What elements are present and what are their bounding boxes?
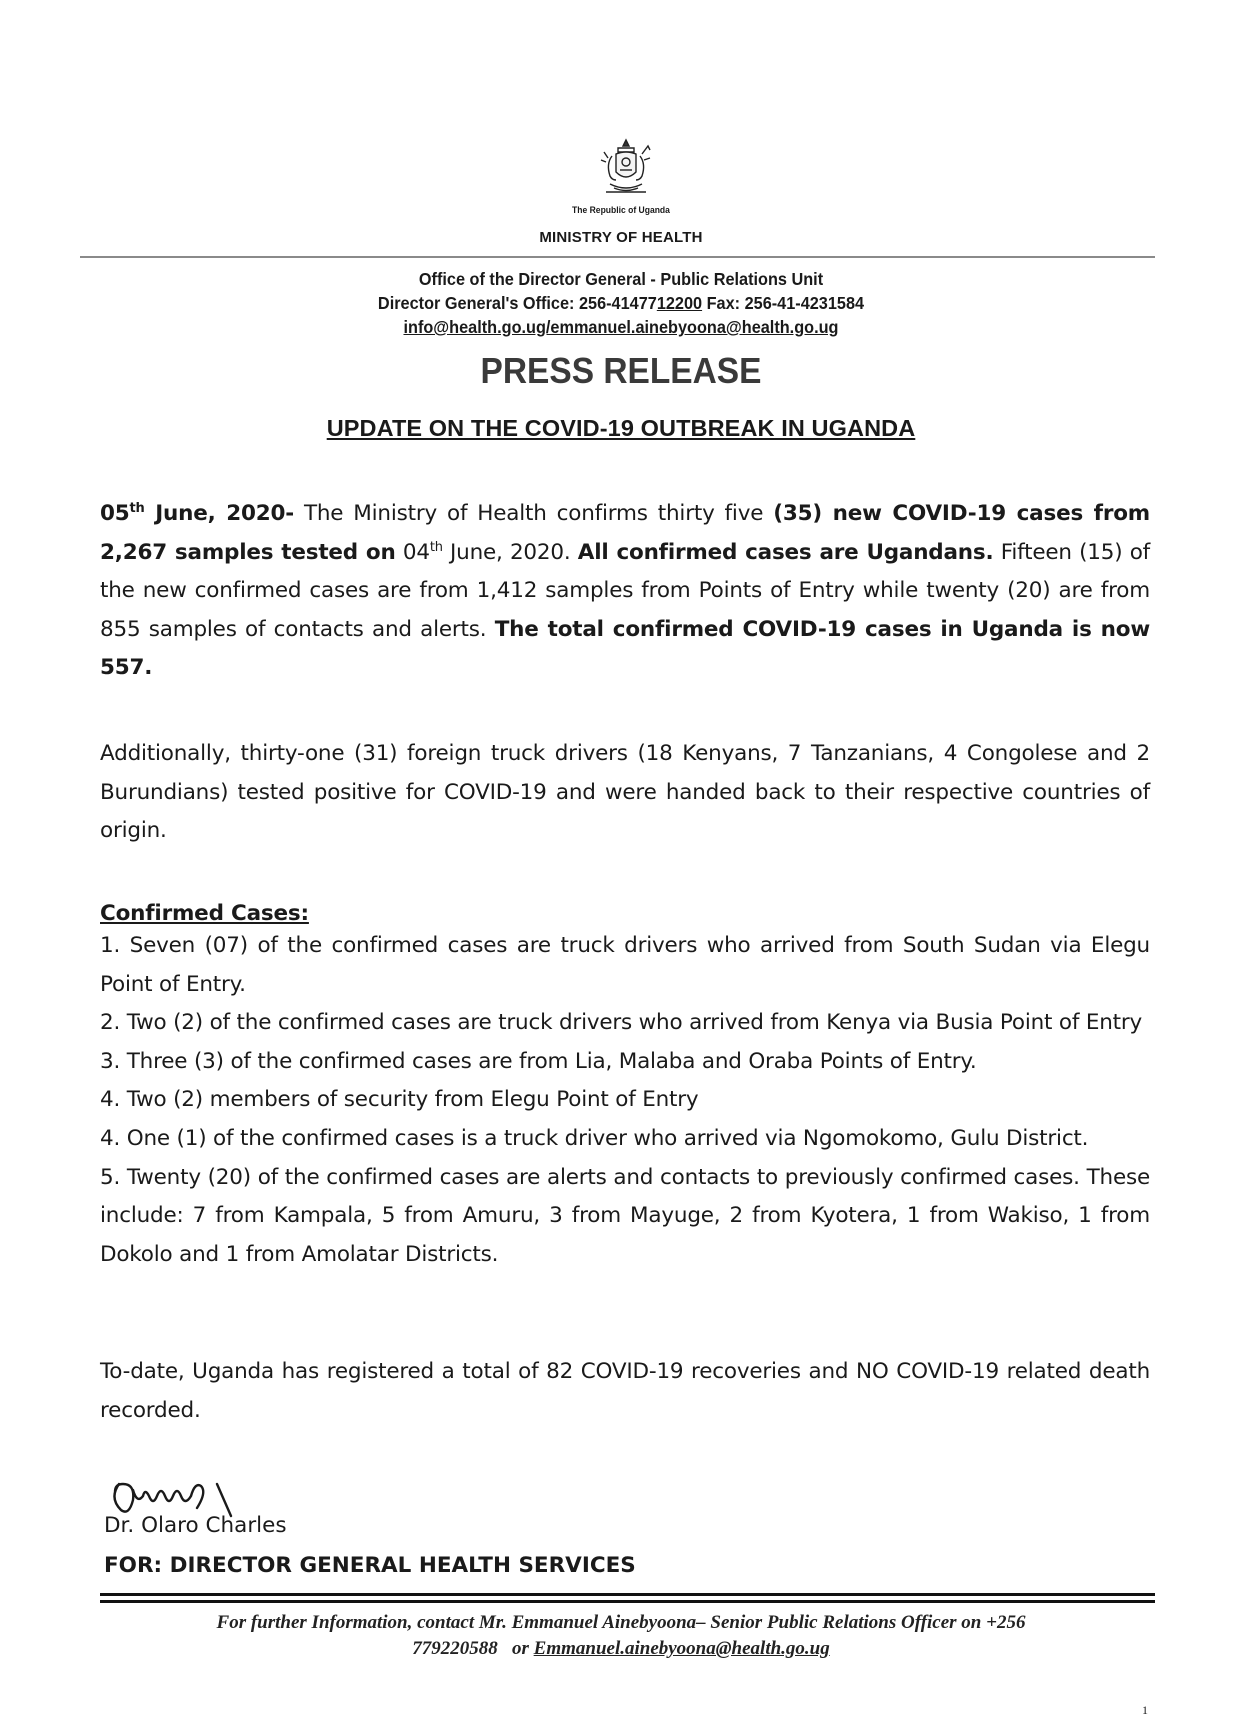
list-item: 3. Three (3) of the confirmed cases are from Lia, Malaba and Oraba Points of Entry.: [100, 1048, 977, 1074]
signer-title: FOR: DIRECTOR GENERAL HEALTH SERVICES: [104, 1553, 636, 1578]
signer-name: Dr. Olaro Charles: [104, 1513, 287, 1538]
date-rest: June, 2020-: [144, 501, 294, 526]
confirmed-cases-list: [100, 927, 1150, 1274]
fax-number: Fax: 256-41-4231584: [702, 293, 865, 313]
press-release-title: PRESS RELEASE: [480, 350, 762, 391]
text-run: 04: [395, 539, 430, 565]
uganda-coat-of-arms-icon: [598, 136, 654, 198]
republic-label: The Republic of Uganda: [572, 205, 670, 215]
text-run: The Ministry of Health confirms thirty five: [293, 501, 774, 526]
footer-contact: [0, 1610, 1242, 1662]
paragraph-truck-drivers: Additionally, thirty-one (31) foreign truck drivers (18 Kenyans, 7 Tanzanians, 4 Congolese and 2 Burundians) tested positive for COVID-19 and were handed back to their respective countries of origin.: [100, 741, 1150, 844]
bold-run: (35) new COVID-19 cases from 2,267 samples tested on: [100, 501, 1150, 565]
footer-line-2: [0, 1636, 1242, 1662]
paragraph-new-cases: [100, 495, 1150, 688]
date-suffix: th: [429, 539, 443, 555]
paragraph-recoveries: To-date, Uganda has registered a total of 82 COVID-19 recoveries and NO COVID-19 related death recorded.: [100, 1359, 1150, 1423]
footer-email-link[interactable]: Emmanuel.ainebyoona@health.go.ug: [533, 1638, 830, 1659]
phone-prefix: Director General's Office: 256-41477: [377, 293, 657, 313]
list-item: 5. Twenty (20) of the confirmed cases are alerts and contacts to previously confirmed cases. These include: 7 from Kampala, 5 from Amuru, 3 from Mayuge, 2 from Kyotera, 1 from Wakiso, 1 from Dokolo and 1 from Amolatar Districts.: [100, 1164, 1150, 1267]
list-item: 2. Two (2) of the confirmed cases are truck drivers who arrived from Kenya via Busia Point of Entry: [100, 1010, 1143, 1036]
office-emails-link[interactable]: info@health.go.ug/emmanuel.ainebyoona@health.go.ug: [403, 317, 839, 337]
date-suffix: th: [129, 500, 145, 516]
date-day: 05: [100, 501, 130, 526]
footer-phone: 779220588 or: [412, 1638, 534, 1659]
footer-divider: [100, 1593, 1155, 1603]
ministry-title: MINISTRY OF HEALTH: [539, 229, 703, 246]
confirmed-cases-heading: Confirmed Cases:: [100, 901, 309, 926]
headline: UPDATE ON THE COVID-19 OUTBREAK IN UGANDA: [326, 415, 916, 441]
text-run: June, 2020.: [442, 539, 578, 565]
text-run: Fifteen (15) of the new confirmed cases are from 1,412 samples from Points of Entry while twenty (20) are from 855 samples of contacts and alerts.: [100, 539, 1151, 642]
header-divider: [80, 256, 1155, 258]
office-contact-block: [0, 267, 1242, 339]
list-item: 4. Two (2) members of security from Elegu Point of Entry: [100, 1087, 699, 1113]
list-item: 4. One (1) of the confirmed cases is a truck driver who arrived via Ngomokomo, Gulu District.: [100, 1125, 1089, 1151]
office-name: Office of the Director General - Public Relations Unit: [418, 269, 824, 289]
footer-line: For further Information, contact Mr. Emmanuel Ainebyoona– Senior Public Relations Officer on +256: [216, 1612, 1026, 1633]
page-number: 1: [1142, 1703, 1148, 1717]
total-cases-statement: The total confirmed COVID-19 cases in Uganda is now 557.: [100, 616, 1150, 681]
bold-run: All confirmed cases are Ugandans.: [577, 539, 994, 565]
office-phones: [43, 291, 1198, 315]
list-item: 1. Seven (07) of the confirmed cases are truck drivers who arrived from South Sudan via Elegu Point of Entry.: [100, 933, 1150, 997]
phone-underlined-digits: 12200: [656, 293, 703, 313]
